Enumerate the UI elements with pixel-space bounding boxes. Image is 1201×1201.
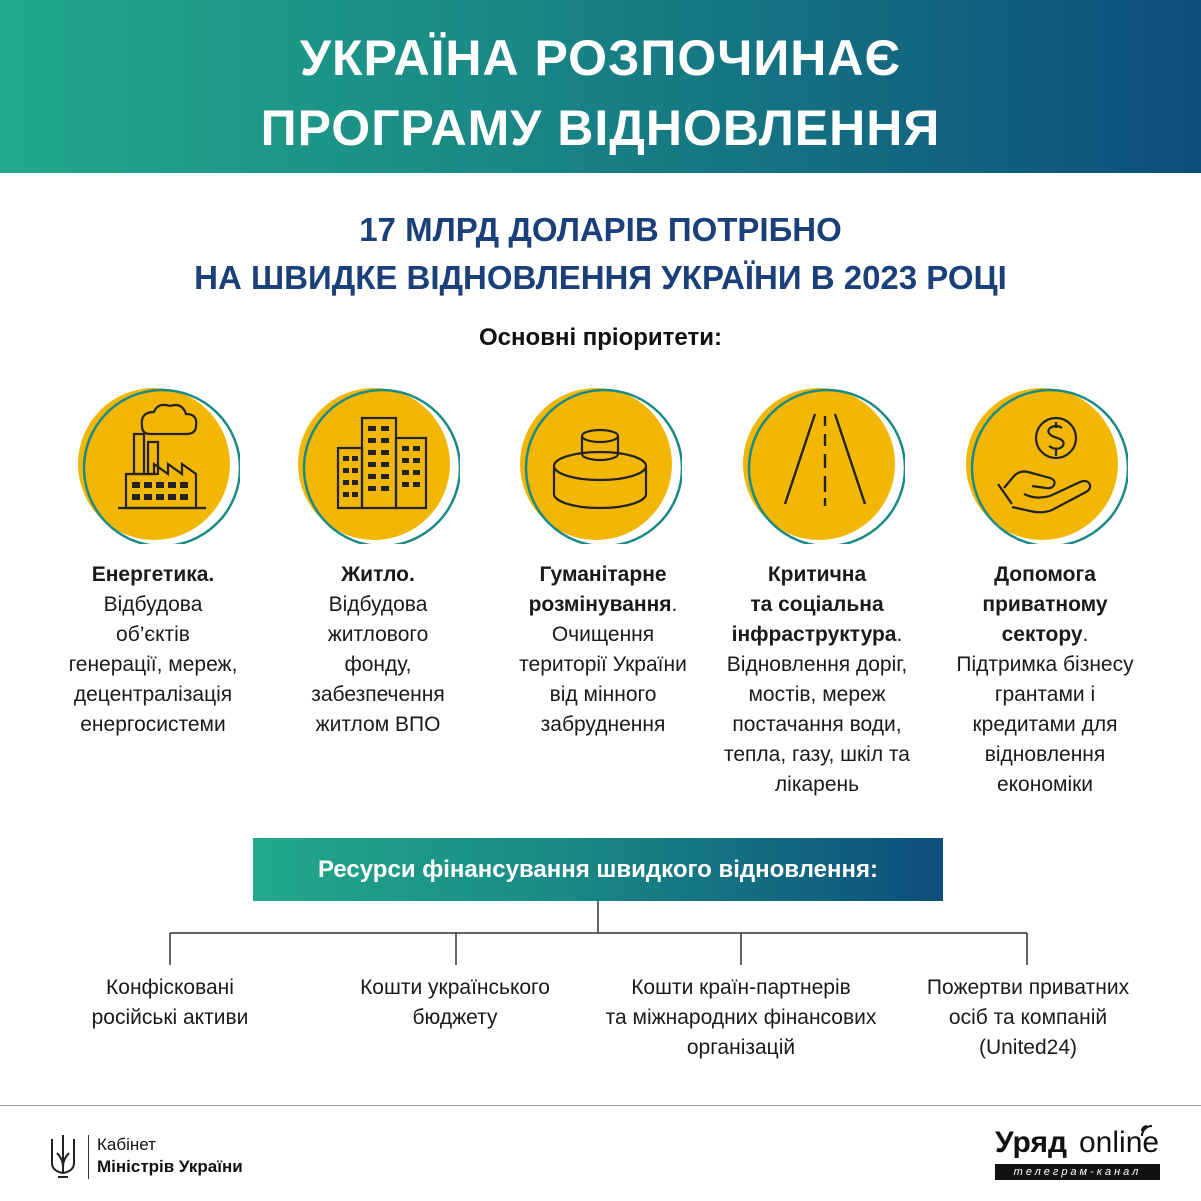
priority-title: Критична <box>767 563 867 586</box>
uryad-word: Уряд <box>995 1126 1067 1159</box>
source-line: організацій <box>686 1036 796 1059</box>
priority-title-tail: . <box>671 593 678 616</box>
priority-title: Житло. <box>341 563 415 586</box>
priority-line: тепла, газу, шкіл та <box>724 743 910 766</box>
priority-line: енергосистеми <box>80 713 226 736</box>
source-line: бюджету <box>412 1006 498 1029</box>
priority-line: Відновлення доріг, <box>726 653 908 676</box>
priority-line: житлового <box>327 623 429 646</box>
source-line: Пожертви приватних <box>926 976 1130 999</box>
priority-demining <box>498 560 708 740</box>
source-line: та міжнародних фінансових <box>605 1006 877 1029</box>
header-title-line-1: УКРАЇНА РОЗПОЧИНАЄ <box>299 30 902 86</box>
priority-line: Відбудова <box>328 593 428 616</box>
funding-tree-connector <box>0 901 1201 971</box>
source-line: (United24) <box>978 1036 1078 1059</box>
priorities-label: Основні пріоритети: <box>479 324 722 351</box>
uryad-tagline: телеграм-канал <box>995 1164 1160 1180</box>
funding-source-confiscated-assets <box>20 973 320 1033</box>
priority-line: мостів, мереж <box>748 683 886 706</box>
subtitle-line-2: НА ШВИДКЕ ВІДНОВЛЕННЯ УКРАЇНИ В 2023 РОЦІ <box>194 259 1007 296</box>
priority-line: Підтримка бізнесу <box>956 653 1134 676</box>
funding-source-ukrainian-budget <box>305 973 605 1033</box>
footer-divider <box>0 1105 1201 1106</box>
source-line: Кошти країн-партнерів <box>631 976 851 999</box>
kmu-line-2: Міністрів України <box>97 1157 243 1176</box>
uryad-online-logo <box>995 1120 1170 1180</box>
header-banner <box>0 0 1201 173</box>
header-title-line-2: ПРОГРАМУ ВІДНОВЛЕННЯ <box>260 100 941 156</box>
priority-housing <box>273 560 483 740</box>
priority-line: генерації, мереж, <box>68 653 238 676</box>
priority-line: децентралізація <box>73 683 233 706</box>
funding-title-bar: Ресурси фінансування швидкого відновлення: <box>253 838 943 901</box>
priority-line: лікарень <box>774 773 860 796</box>
landmine-icon <box>512 384 682 544</box>
kmu-line-1: Кабінет <box>97 1135 156 1154</box>
priority-line: відновлення <box>984 743 1106 766</box>
priority-infrastructure <box>712 560 922 800</box>
priority-line: постачання води, <box>732 713 902 736</box>
funding-source-partner-countries <box>591 973 891 1063</box>
priority-line: території України <box>519 653 687 676</box>
source-line: Конфісковані <box>106 976 234 999</box>
priority-energy <box>48 560 258 740</box>
trident-icon <box>48 1133 78 1181</box>
source-line: Кошти українського <box>360 976 550 999</box>
priority-line: кредитами для <box>972 713 1118 736</box>
source-line: російські активи <box>91 1006 249 1029</box>
priority-title: інфраструктура <box>731 623 897 646</box>
priority-title: приватному сектору <box>982 593 1108 646</box>
logo-separator <box>88 1135 89 1179</box>
priority-line: грантами і <box>994 683 1096 706</box>
priority-line: об’єктів <box>116 623 190 646</box>
hand-coin-icon <box>958 384 1128 544</box>
source-line: осіб та компаній <box>948 1006 1108 1029</box>
priority-line: забруднення <box>540 713 666 736</box>
priority-title: Допомога <box>994 563 1096 586</box>
road-icon <box>735 384 905 544</box>
priority-line: від мінного <box>549 683 657 706</box>
funding-source-private-donations <box>878 973 1178 1063</box>
online-word: online <box>1079 1126 1160 1159</box>
priority-title-tail: . <box>1082 623 1089 646</box>
priority-line: житлом ВПО <box>315 713 441 736</box>
priority-line: економіки <box>996 773 1094 796</box>
priority-title-tail: . <box>896 623 903 646</box>
priority-title: Енергетика. <box>91 563 215 586</box>
priority-line: Відбудова <box>103 593 203 616</box>
factory-icon <box>70 384 240 544</box>
buildings-icon <box>290 384 460 544</box>
priority-title: Гуманітарне <box>539 563 667 586</box>
subtitle-line-1: 17 МЛРД ДОЛАРІВ ПОТРІБНО <box>359 211 842 248</box>
priority-line: фонду, <box>344 653 412 676</box>
priority-title: розмінування <box>528 593 672 616</box>
signal-icon <box>1138 1120 1162 1138</box>
priority-title: та соціальна <box>750 593 884 616</box>
priority-line: Очищення <box>551 623 655 646</box>
priority-private-sector <box>940 560 1150 800</box>
priority-line: забезпечення <box>311 683 445 706</box>
